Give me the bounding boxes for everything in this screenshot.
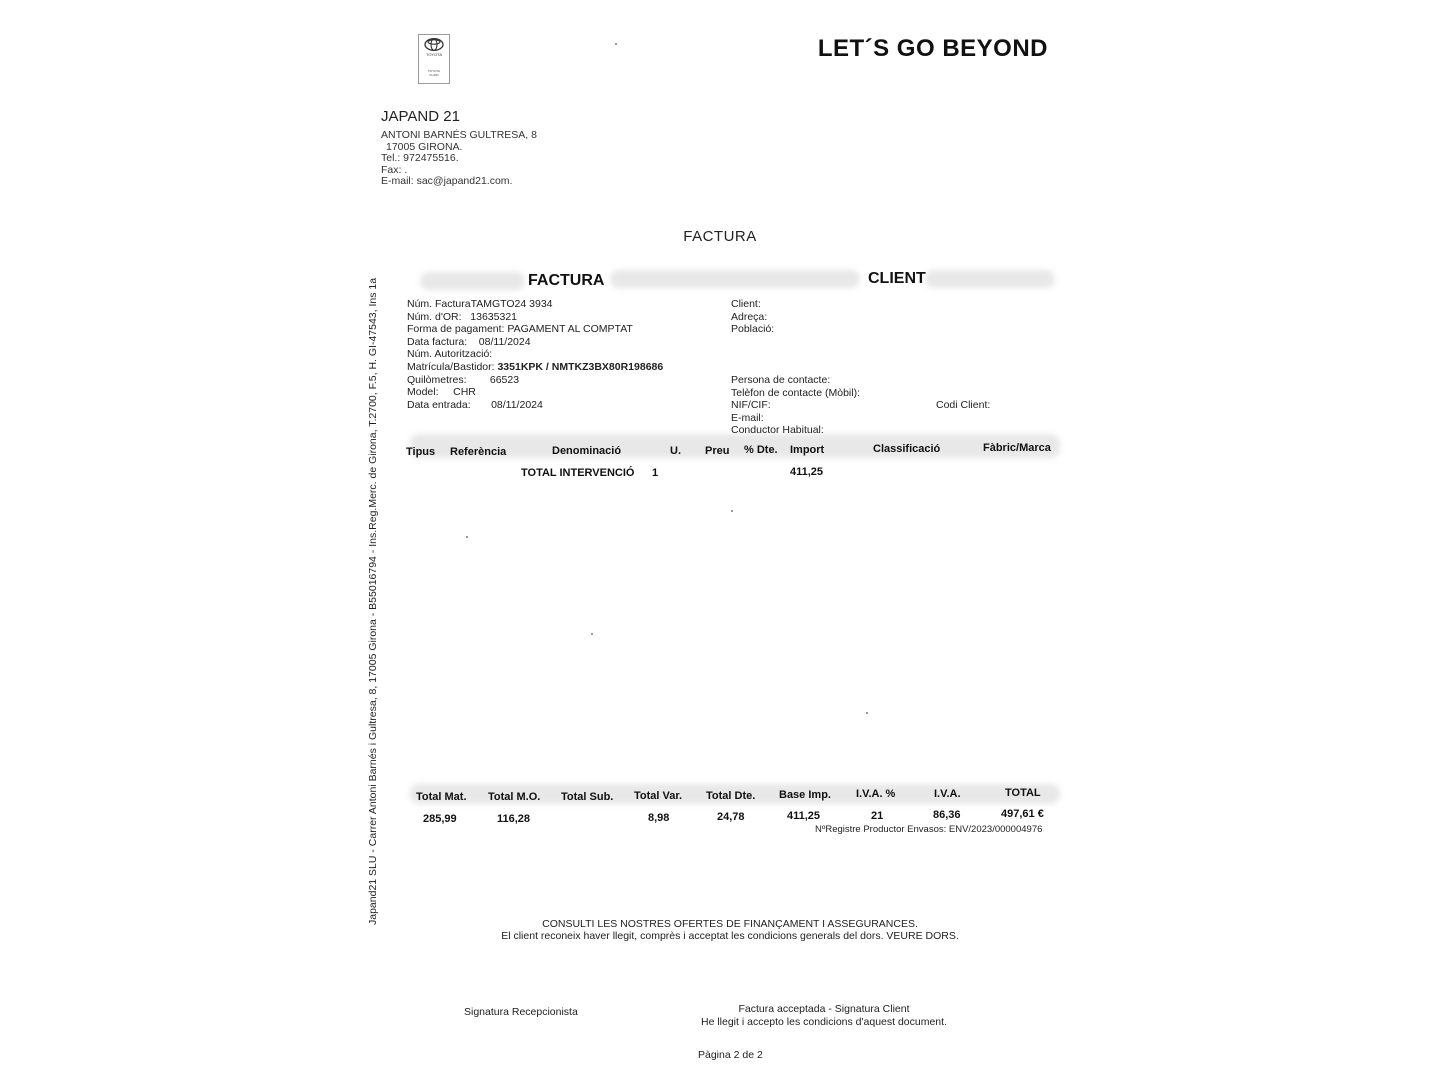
totals-value-var: 8,98 bbox=[648, 812, 670, 824]
totals-header-dte: Total Dte. bbox=[706, 790, 756, 802]
nif-label: NIF/CIF: bbox=[731, 399, 771, 412]
toyota-logo-icon bbox=[424, 38, 444, 51]
address-label: Adreça: bbox=[731, 310, 768, 323]
slogan: LET´S GO BEYOND bbox=[817, 35, 1048, 62]
client-section-title: CLIENT bbox=[868, 270, 926, 287]
col-header-marca: Fàbric/Marca bbox=[983, 442, 1051, 454]
company-email: E-mail: sac@japand21.com. bbox=[381, 175, 513, 187]
redacted-bar bbox=[610, 270, 860, 288]
invoice-section-title: FACTURA bbox=[528, 272, 605, 289]
client-details-bottom bbox=[731, 374, 860, 437]
plate-row: Matrícula/Bastidor: 3351KPK / NMTKZ3BX80R198686 bbox=[407, 360, 664, 373]
client-details-top bbox=[731, 298, 774, 336]
client-code-label: Codi Client: bbox=[936, 399, 991, 411]
col-header-tipus: Tipus bbox=[406, 446, 436, 458]
document-title: FACTURA bbox=[683, 228, 757, 245]
entry-date-row: Data entrada: 08/11/2024 bbox=[407, 398, 543, 411]
col-header-classificacio: Classificació bbox=[873, 443, 941, 455]
conditions-ack-text: El client reconeix haver llegit, comprès i acceptat les condicions generals del dors. VEURE DORS. bbox=[501, 930, 959, 942]
totals-header-mo: Total M.O. bbox=[488, 791, 541, 803]
town-label: Població: bbox=[731, 323, 775, 336]
totals-value-iva: 86,36 bbox=[933, 809, 961, 821]
logo-brand-text: TOYOTA bbox=[425, 52, 443, 57]
company-city: 17005 GIRONA. bbox=[386, 140, 463, 153]
total-intervention-units: 1 bbox=[652, 467, 659, 479]
totals-header-total: TOTAL bbox=[1005, 787, 1041, 799]
redacted-bar bbox=[410, 434, 1060, 458]
contact-person-label: Persona de contacte: bbox=[731, 374, 831, 386]
logo-sub-text: TOYOTA FUJIFI bbox=[427, 69, 441, 77]
company-fax: Fax: . bbox=[381, 163, 408, 176]
company-tel: Tel.: 972475516. bbox=[381, 152, 459, 164]
company-address: ANTONI BARNÉS GULTRESA, 8 bbox=[381, 129, 537, 141]
page-number: Pàgina 2 de 2 bbox=[698, 1049, 763, 1061]
redacted-bar bbox=[420, 272, 525, 290]
col-header-import: Import bbox=[790, 444, 825, 456]
col-header-denominacio: Denominació bbox=[552, 445, 622, 457]
totals-header-var: Total Var. bbox=[634, 790, 683, 802]
totals-header-iva-pct: I.V.A. % bbox=[856, 788, 896, 800]
financing-offer-text: CONSULTI LES NOSTRES OFERTES DE FINANÇAMENT I ASSEGURANCES. bbox=[542, 918, 918, 930]
col-header-referencia: Referència bbox=[450, 446, 507, 458]
totals-header-sub: Total Sub. bbox=[561, 791, 614, 803]
redacted-bar bbox=[925, 270, 1055, 288]
col-header-dte: % Dte. bbox=[744, 444, 778, 456]
scan-speck bbox=[731, 510, 733, 512]
packaging-registry: NºRegistre Productor Envasos: ENV/2023/000004976 bbox=[815, 824, 1043, 835]
company-address-block bbox=[381, 130, 537, 188]
totals-header-mat: Total Mat. bbox=[416, 791, 467, 803]
totals-value-mat: 285,99 bbox=[423, 813, 457, 825]
client-label: Client: bbox=[731, 298, 761, 310]
totals-header-base: Base Imp. bbox=[779, 789, 831, 801]
client-signature-label: Factura acceptada - Signatura Client bbox=[738, 1003, 910, 1015]
client-signature-block bbox=[693, 1003, 955, 1028]
or-number-row: Núm. d'OR: 13635321 bbox=[407, 310, 517, 323]
scan-speck bbox=[466, 536, 468, 538]
col-header-units: U. bbox=[670, 445, 681, 457]
client-signature-note: He llegit i accepto les condicions d'aquest document. bbox=[701, 1015, 947, 1028]
footer-notice bbox=[0, 918, 1440, 942]
totals-value-iva-pct: 21 bbox=[871, 810, 884, 822]
contact-phone-label: Telèfon de contacte (Mòbil): bbox=[731, 386, 860, 399]
payment-method-row: Forma de pagament: PAGAMENT AL COMPTAT bbox=[407, 323, 633, 336]
scan-speck bbox=[591, 633, 593, 635]
authorization-row: Núm. Autorització: bbox=[407, 348, 493, 361]
company-name: JAPAND 21 bbox=[381, 108, 460, 125]
totals-value-mo: 116,28 bbox=[497, 813, 531, 825]
totals-value-base: 411,25 bbox=[787, 810, 821, 822]
email-label: E-mail: bbox=[731, 411, 764, 424]
total-intervention-label: TOTAL INTERVENCIÓ bbox=[521, 467, 635, 479]
totals-header-iva: I.V.A. bbox=[934, 788, 961, 800]
invoice-number-row: Núm. FacturaTAMGTO24 3934 bbox=[407, 298, 553, 310]
totals-value-total: 497,61 € bbox=[1001, 808, 1044, 820]
totals-value-dte: 24,78 bbox=[717, 811, 745, 823]
legal-vertical-text: Japand21 SLU - Carrer Antoni Barnés i Gultresa, 8, 17005 Girona - B55016794 - Ins.Reg.Merc. de Girona, T.2700, F.5, H. GI-47543, Ins 1a bbox=[367, 277, 379, 925]
scan-speck bbox=[615, 43, 617, 45]
col-header-preu: Preu bbox=[705, 445, 730, 457]
scan-speck bbox=[866, 712, 868, 714]
brand-logo bbox=[418, 34, 450, 84]
invoice-details bbox=[407, 298, 663, 411]
reception-signature-label: Signatura Recepcionista bbox=[464, 1006, 578, 1018]
total-intervention-import: 411,25 bbox=[790, 466, 824, 478]
model-row: Model: CHR bbox=[407, 386, 476, 399]
invoice-date-row: Data factura: 08/11/2024 bbox=[407, 335, 531, 348]
mileage-row: Quilòmetres: 66523 bbox=[407, 373, 520, 386]
driver-label: Conductor Habitual: bbox=[731, 424, 824, 437]
